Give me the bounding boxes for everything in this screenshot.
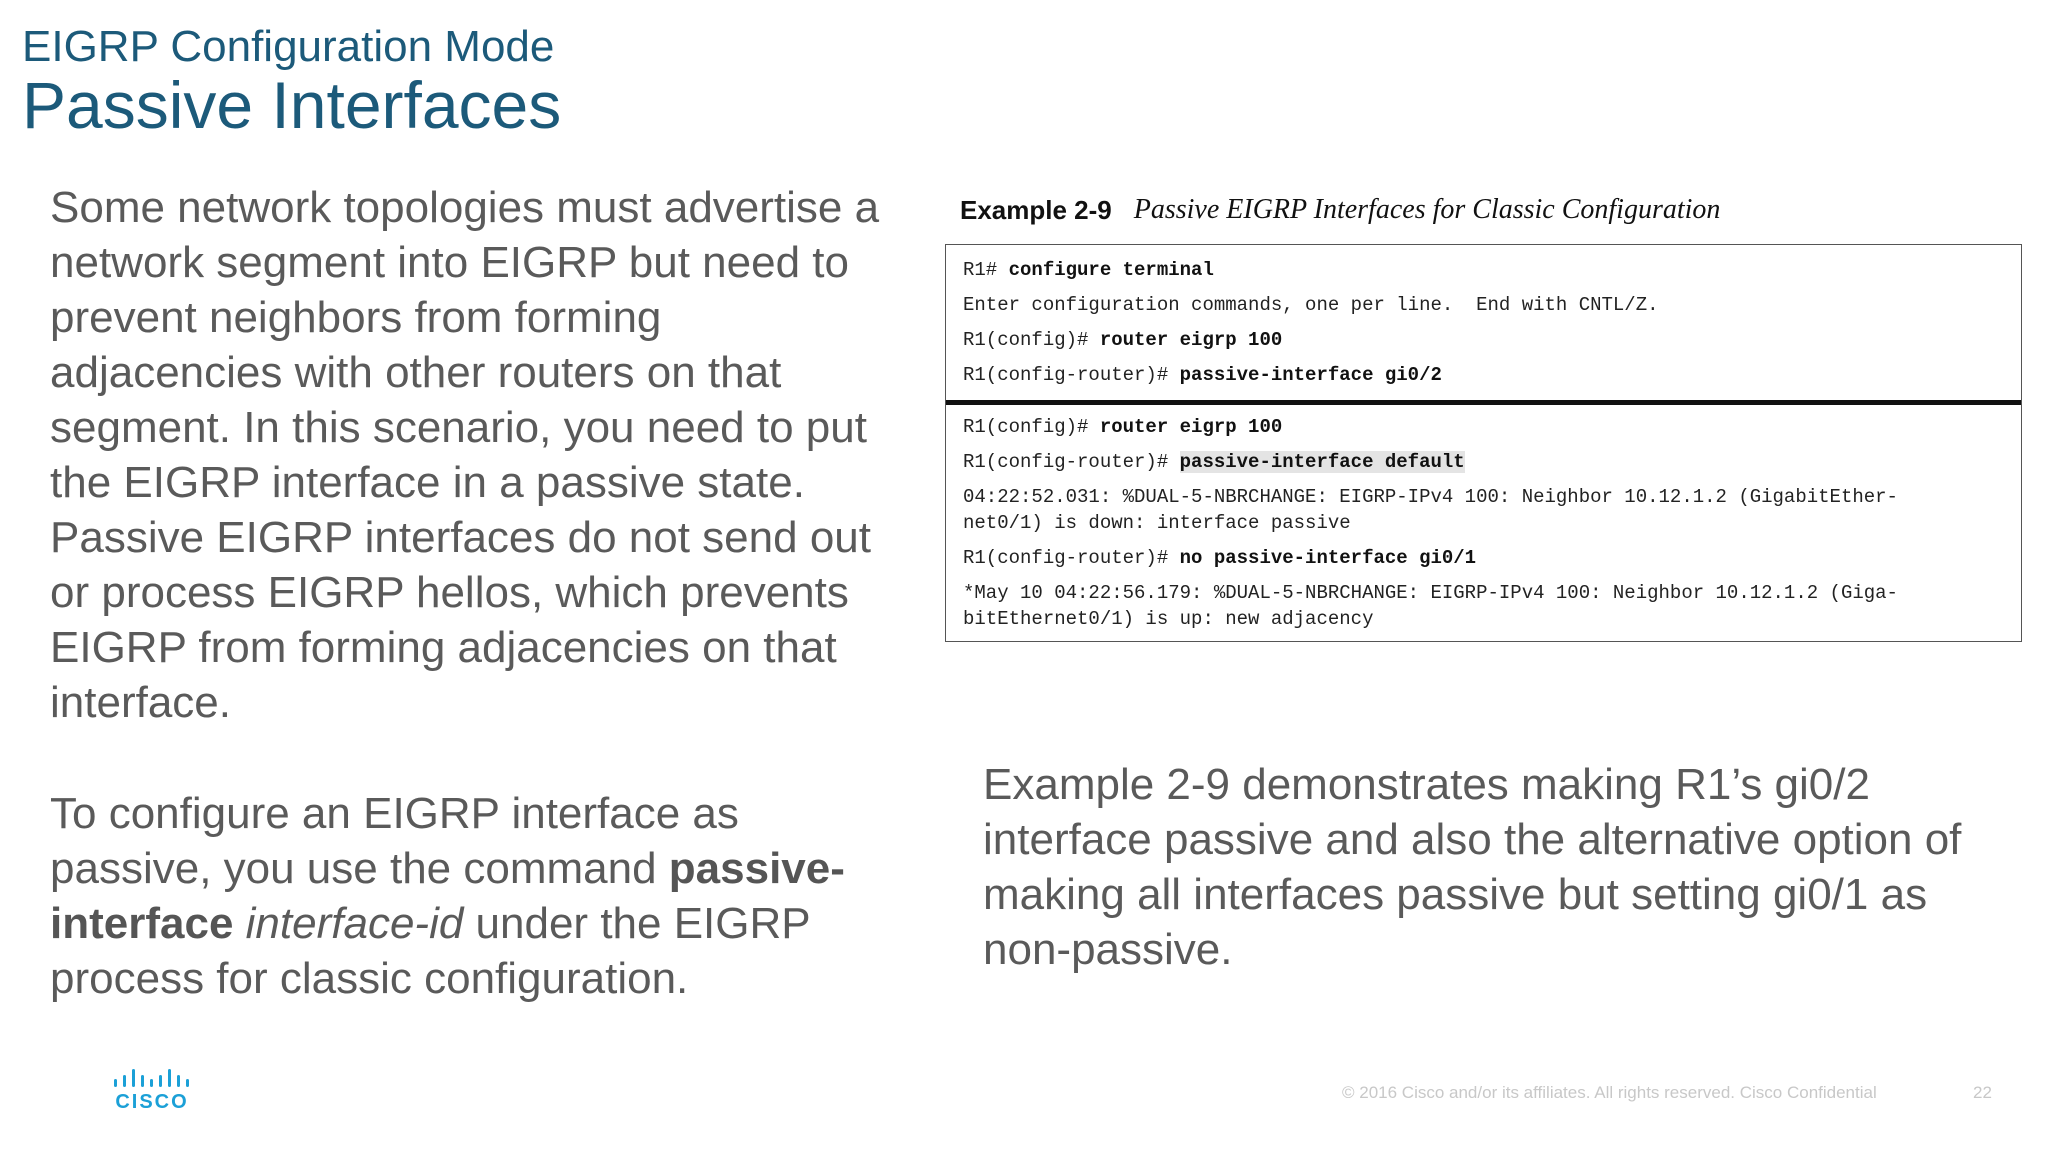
code-line-7: 04:22:52.031: %DUAL-5-NBRCHANGE: EIGRP-IPv4 100: Neighbor 10.12.1.2 (GigabitEther- bbox=[963, 486, 1898, 508]
code-line-8: net0/1) is down: interface passive bbox=[963, 512, 1351, 534]
code-line-6 bbox=[963, 449, 1465, 475]
example-heading bbox=[960, 192, 1720, 228]
code-prompt: R1# bbox=[963, 259, 1009, 281]
configure-text-b: under the EIGRP process for classic configuration. bbox=[50, 899, 810, 1003]
code-line-2: Enter configuration commands, one per line. End with CNTL/Z. bbox=[963, 294, 1659, 316]
configure-text-a: To configure an EIGRP interface as passive, you use the command bbox=[50, 789, 739, 893]
code-command: no passive-interface gi0/1 bbox=[1179, 547, 1477, 569]
code-prompt: R1(config-router)# bbox=[963, 364, 1180, 386]
code-command: configure terminal bbox=[1008, 259, 1214, 281]
code-example-box bbox=[945, 244, 2022, 642]
code-prompt: R1(config-router)# bbox=[963, 547, 1180, 569]
cisco-logo-text: CISCO bbox=[115, 1091, 189, 1112]
code-prompt: R1(config-router)# bbox=[963, 451, 1180, 473]
code-line-9 bbox=[963, 545, 1476, 571]
copyright-notice: © 2016 Cisco and/or its affiliates. All rights reserved. Cisco Confidential bbox=[1342, 1083, 1877, 1102]
example-description-paragraph: Example 2-9 demonstrates making R1’s gi0/2 interface passive and also the alternative option of making all interfaces passive but setting gi0/1 as non-passive. bbox=[983, 760, 1962, 974]
example-title: Passive EIGRP Interfaces for Classic Configuration bbox=[1133, 194, 1721, 225]
intro-paragraph: Some network topologies must advertise a network segment into EIGRP but need to prevent neighbors from forming adjacencies with other routers on that segment. In this scenario, you need to put the EIGRP interface in a passive state. Passive EIGRP interfaces do not send out or process EIGRP hellos, which prevents EIGRP from forming adjacencies on that interface. bbox=[50, 183, 880, 727]
code-line-5 bbox=[963, 414, 1282, 440]
slide-subtitle: EIGRP Configuration Mode bbox=[22, 22, 555, 71]
code-prompt: R1(config)# bbox=[963, 416, 1100, 438]
slide-title: Passive Interfaces bbox=[22, 68, 562, 142]
code-divider bbox=[946, 400, 2021, 405]
code-line-1 bbox=[963, 257, 1214, 283]
code-command: passive-interface gi0/2 bbox=[1179, 364, 1442, 386]
code-command: router eigrp 100 bbox=[1099, 329, 1283, 351]
code-command: router eigrp 100 bbox=[1099, 416, 1283, 438]
command-argument: interface-id bbox=[245, 899, 464, 948]
cisco-bridge-icon bbox=[112, 1066, 196, 1112]
example-number: Example 2-9 bbox=[960, 194, 1112, 225]
code-prompt: R1(config)# bbox=[963, 329, 1100, 351]
command-keyword: passive-interface bbox=[50, 844, 845, 948]
cisco-logo bbox=[112, 1066, 196, 1112]
code-line-4 bbox=[963, 362, 1442, 388]
code-line-10: *May 10 04:22:56.179: %DUAL-5-NBRCHANGE: EIGRP-IPv4 100: Neighbor 10.12.1.2 (Giga- bbox=[963, 582, 1898, 604]
code-command-highlighted: passive-interface default bbox=[1179, 451, 1465, 473]
page-number: 22 bbox=[1973, 1083, 1992, 1102]
code-line-3 bbox=[963, 327, 1282, 353]
spacer-text bbox=[233, 899, 245, 948]
configure-paragraph bbox=[50, 786, 900, 1006]
code-line-11: bitEthernet0/1) is up: new adjacency bbox=[963, 608, 1374, 630]
